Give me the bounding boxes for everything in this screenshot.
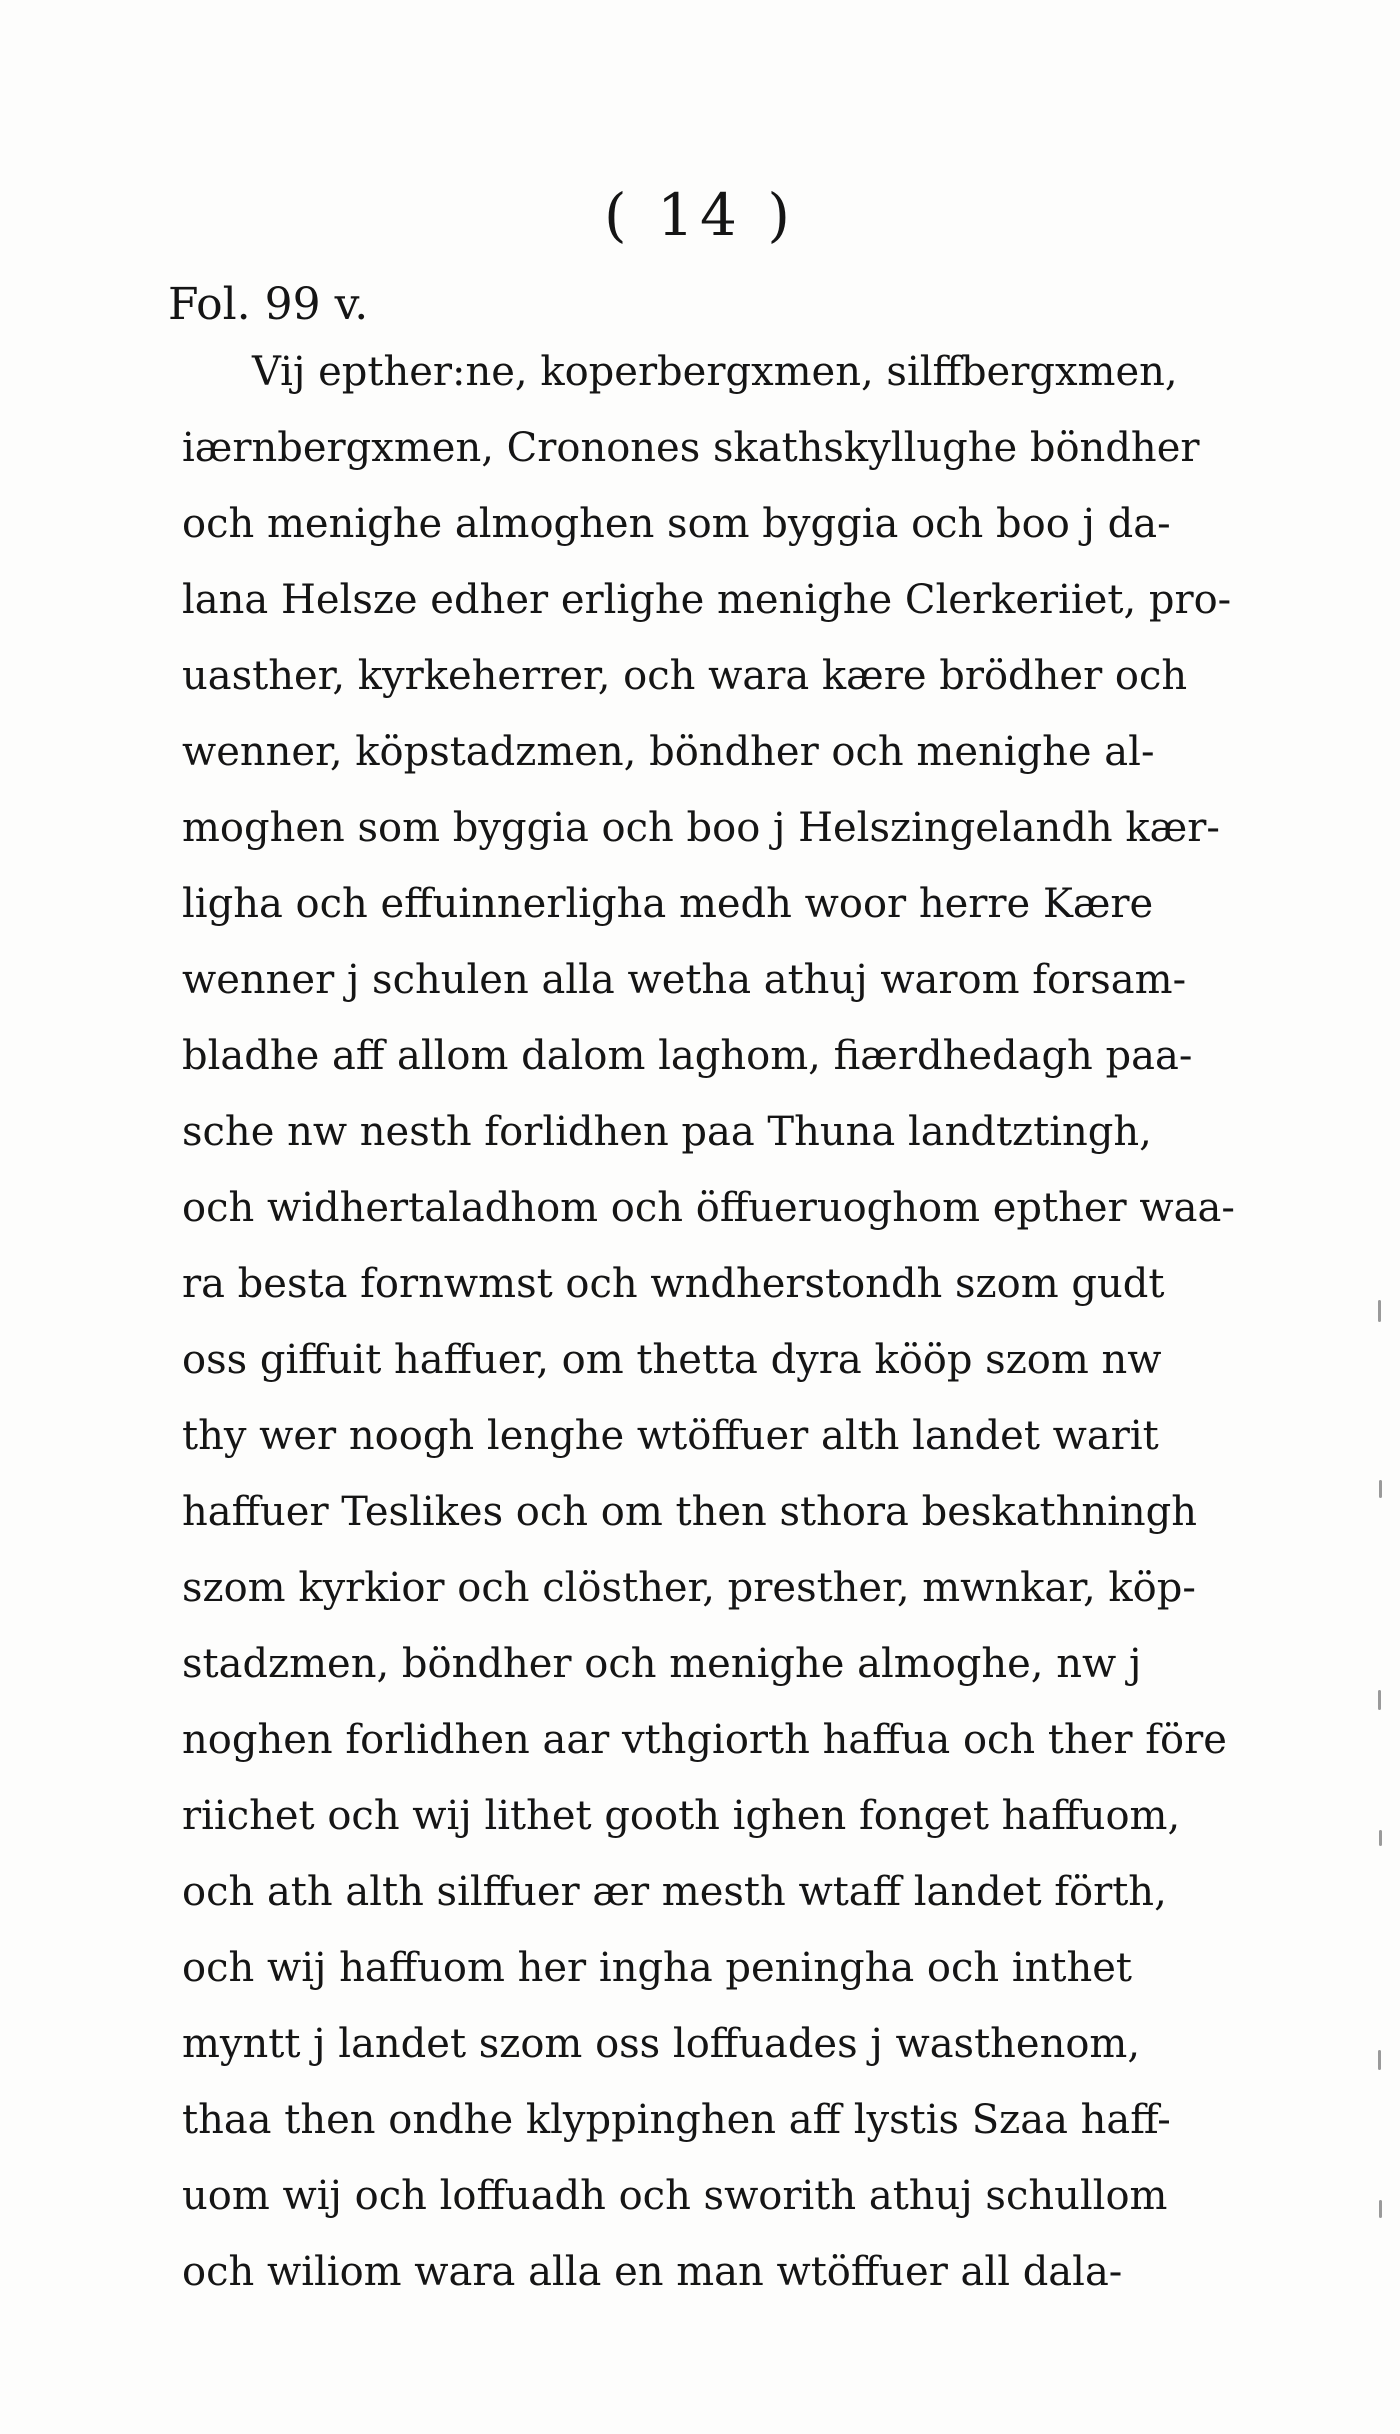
text-line: wenner j schulen alla wetha athuj warom forsam- — [182, 957, 1187, 1003]
text-line: moghen som byggia och boo j Helszingelandh kær- — [182, 805, 1220, 851]
text-line: och wiliom wara alla en man wtöffuer all dala- — [182, 2249, 1123, 2295]
text-line: uasther, kyrkeherrer, och wara kære brödher och — [182, 653, 1188, 699]
scan-speck — [1379, 1480, 1382, 1498]
scan-speck — [1378, 1300, 1381, 1322]
text-line: myntt j landet szom oss loffuades j wasthenom, — [182, 2021, 1141, 2067]
text-line: lana Helsze edher erlighe menighe Clerkeriiet, pro- — [182, 577, 1232, 623]
text-line: sche nw nesth forlidhen paa Thuna landtztingh, — [182, 1109, 1152, 1155]
text-line: ligha och effuinnerligha medh woor herre Kære — [182, 881, 1154, 927]
scan-speck — [1379, 2200, 1382, 2218]
text-line: noghen forlidhen aar vthgiorth haffua och ther före — [182, 1717, 1227, 1763]
text-line: och widhertaladhom och öffueruoghom epther waa- — [182, 1185, 1235, 1231]
text-line: ra besta fornwmst och wndherstondh szom gudt — [182, 1261, 1165, 1307]
scan-speck — [1378, 1690, 1381, 1710]
scan-speck — [1379, 1830, 1382, 1846]
text-line: thy wer noogh lenghe wtöffuer alth landet warit — [182, 1413, 1159, 1459]
text-line: haffuer Teslikes och om then sthora beskathningh — [182, 1489, 1198, 1535]
text-line: och wij haffuom her ingha peningha och inthet — [182, 1945, 1132, 1991]
text-line: thaa then ondhe klyppinghen aff lystis Szaa haff- — [182, 2097, 1171, 2143]
text-line: och menighe almoghen som byggia och boo j da- — [182, 501, 1171, 547]
text-line: iærnbergxmen, Cronones skathskyllughe böndher — [182, 425, 1200, 471]
text-line: wenner, köpstadzmen, böndher och menighe al- — [182, 729, 1155, 775]
text-line: bladhe aff allom dalom laghom, fiærdhedagh paa- — [182, 1033, 1193, 1079]
scan-speck — [1378, 2050, 1381, 2070]
text-line: uom wij och loffuadh och sworith athuj schullom — [182, 2173, 1168, 2219]
text-line: szom kyrkior och clösther, presther, mwnkar, köp- — [182, 1565, 1196, 1611]
page-number: ( 14 ) — [604, 181, 796, 249]
text-line: stadzmen, böndher och menighe almoghe, nw j — [182, 1641, 1142, 1687]
body-text — [182, 334, 1282, 2310]
text-line: oss giffuit haffuer, om thetta dyra kööp szom nw — [182, 1337, 1162, 1383]
folio-reference: Fol. 99 v. — [168, 279, 369, 330]
text-line: riichet och wij lithet gooth ighen fonget haffuom, — [182, 1793, 1181, 1839]
text-line: Vij epther:ne, koperbergxmen, silffbergxmen, — [252, 349, 1178, 395]
text-line: och ath alth silffuer ær mesth wtaff landet förth, — [182, 1869, 1167, 1915]
